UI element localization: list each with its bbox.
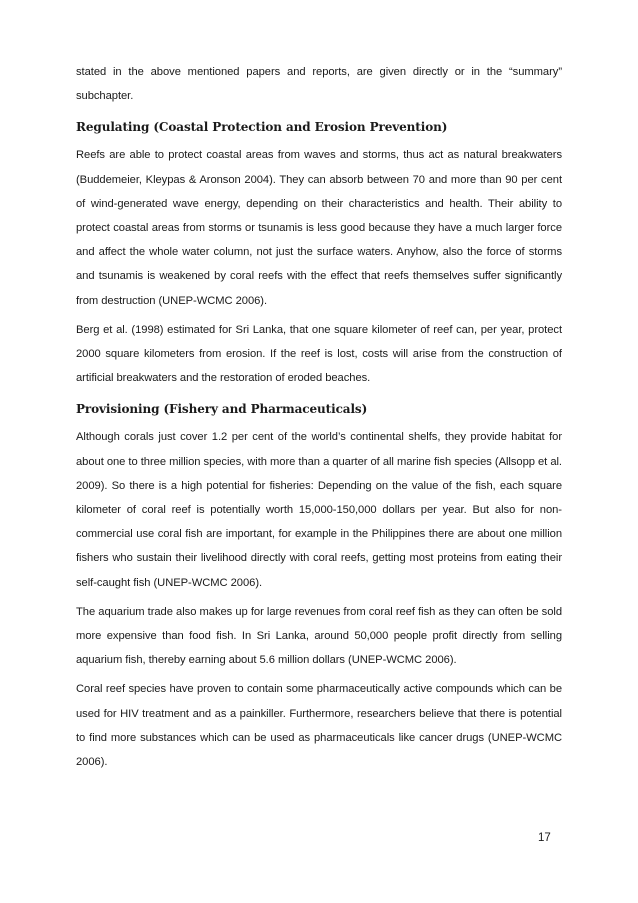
- document-page: [76, 60, 562, 779]
- provisioning-paragraph-1: Although corals just cover 1.2 per cent of the world’s continental shelfs, they provide habitat for about one to three million species, with more than a quarter of all marine fish species (Allsopp et al. 2009). So there is a high potential for fisheries: Depending on the value of the fish, each square kilometer of coral reef is potentially worth 15,000-150,000 dollars per year. But also for non-commercial use coral fish are important, for example in the Philippines there are about one million fishers who sustain their livelihood directly with coral reefs, getting most proteins from eating their self-caught fish (UNEP-WCMC 2006).: [76, 431, 562, 589]
- section-heading-provisioning: Provisioning (Fishery and Pharmaceuticals): [76, 402, 368, 417]
- section-heading-regulating: Regulating (Coastal Protection and Erosion Prevention): [76, 120, 448, 135]
- regulating-paragraph-1: Reefs are able to protect coastal areas from waves and storms, thus act as natural breakwaters (Buddemeier, Kleypas & Aronson 2004). They can absorb between 70 and more than 90 per cent of wind-generated wave energy, depending on their characteristics and health. Their ability to protect coastal areas from storms or tsunamis is less good because they have a much larger force and affect the whole water column, not just the surface waters. Anyhow, also the force of storms and tsunamis is weakened by coral reefs with the effect that reefs themselves suffer significantly from destruction (UNEP-WCMC 2006).: [76, 149, 562, 307]
- regulating-paragraph-2: Berg et al. (1998) estimated for Sri Lanka, that one square kilometer of reef can, per year, protect 2000 square kilometers from erosion. If the reef is lost, costs will arise from the construction of artificial breakwaters and the restoration of eroded beaches.: [76, 323, 562, 385]
- intro-paragraph: stated in the above mentioned papers and reports, are given directly or in the “summary” subchapter.: [76, 66, 562, 103]
- page-number: 17: [538, 832, 551, 844]
- provisioning-paragraph-2: The aquarium trade also makes up for large revenues from coral reef fish as they can often be sold more expensive than food fish. In Sri Lanka, around 50,000 people profit directly from selling aquarium fish, thereby earning about 5.6 million dollars (UNEP-WCMC 2006).: [76, 605, 562, 667]
- provisioning-paragraph-3: Coral reef species have proven to contain some pharmaceutically active compounds which can be used for HIV treatment and as a painkiller. Furthermore, researchers believe that there is potential to find more substances which can be used as pharmaceuticals like cancer drugs (UNEP-WCMC 2006).: [76, 683, 562, 769]
